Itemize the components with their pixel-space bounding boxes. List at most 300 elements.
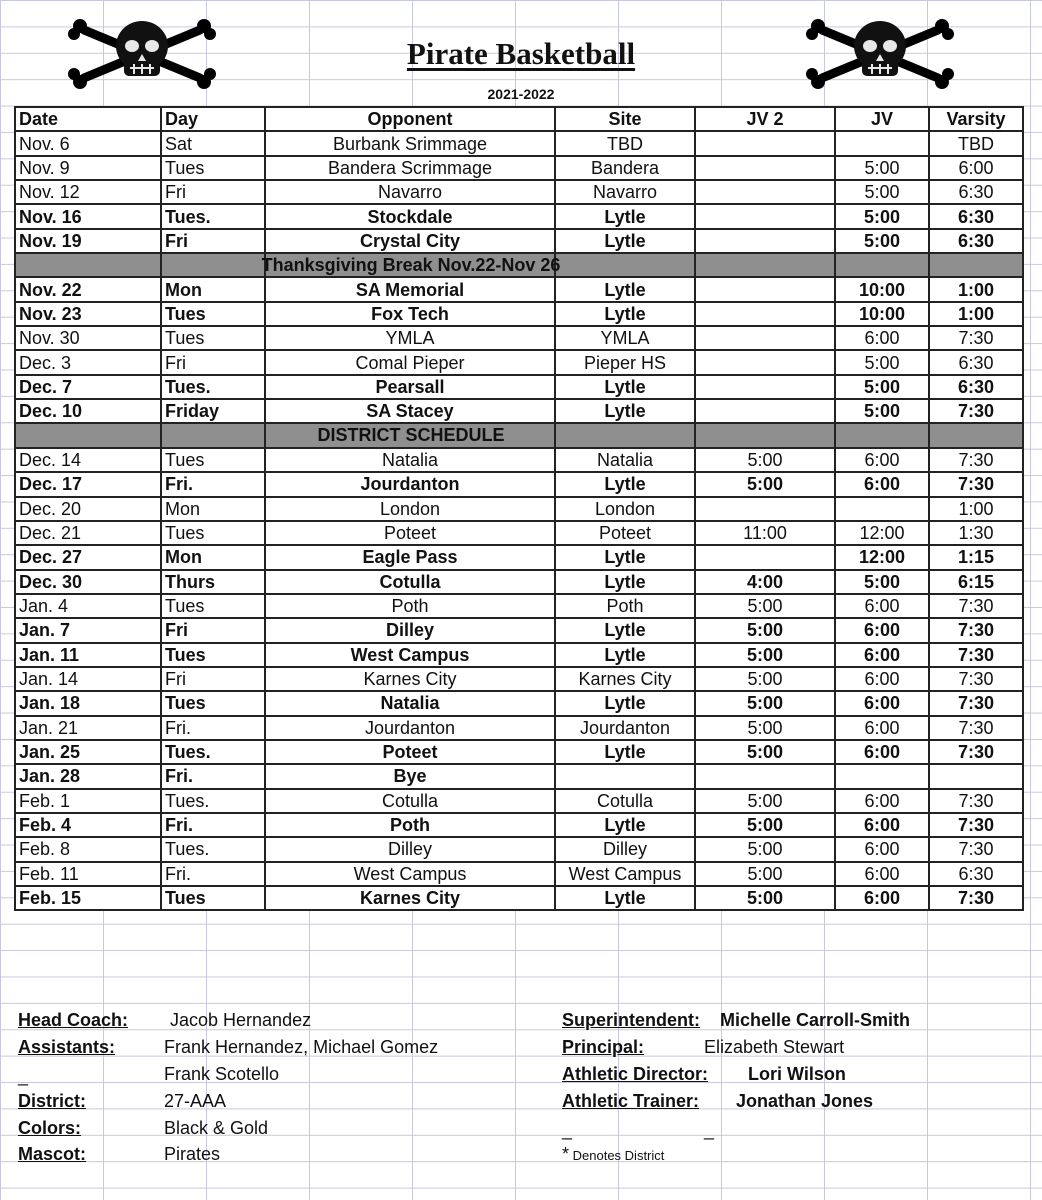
varsity-cell: 1:30 [929, 521, 1023, 545]
opponent-cell: West Campus [265, 643, 555, 667]
divider-cell [555, 423, 695, 447]
column-header-jv: JV [835, 107, 929, 131]
jv-cell: 6:00 [835, 472, 929, 496]
assistants-label: Assistants: [18, 1037, 116, 1057]
site-cell: Pieper HS [555, 350, 695, 374]
jv2-cell: 5:00 [695, 862, 835, 886]
jv-cell: 6:00 [835, 618, 929, 642]
table-row [15, 886, 1023, 910]
divider-cell [261, 253, 561, 277]
jv-cell: 6:00 [835, 886, 929, 910]
varsity-cell: 7:30 [929, 448, 1023, 472]
jv-cell: 6:00 [835, 643, 929, 667]
site-cell: West Campus [555, 862, 695, 886]
date-cell: Jan. 25 [15, 740, 161, 764]
jv-cell: 6:00 [835, 789, 929, 813]
opponent-cell: Bandera Scrimmage [265, 156, 555, 180]
day-cell: Fri [161, 180, 265, 204]
day-cell: Tues [161, 886, 265, 910]
assistants-value: Frank Hernandez, Michael Gomez [164, 1037, 439, 1057]
site-cell: YMLA [555, 326, 695, 350]
day-cell: Tues. [161, 375, 265, 399]
date-cell: Nov. 16 [15, 204, 161, 228]
varsity-cell: 7:30 [929, 326, 1023, 350]
site-cell: Lytle [555, 740, 695, 764]
date-cell: Feb. 15 [15, 886, 161, 910]
opponent-cell: Pearsall [265, 375, 555, 399]
varsity-cell: 6:30 [929, 229, 1023, 253]
varsity-cell: 7:30 [929, 594, 1023, 618]
table-row [15, 691, 1023, 715]
skull-crossbones-icon [800, 16, 960, 92]
jv2-cell [695, 204, 835, 228]
date-cell: Nov. 12 [15, 180, 161, 204]
jv2-cell [695, 156, 835, 180]
day-cell: Sat [161, 131, 265, 155]
table-row [15, 156, 1023, 180]
varsity-cell: 1:00 [929, 277, 1023, 301]
jv2-cell: 5:00 [695, 691, 835, 715]
table-row [15, 789, 1023, 813]
day-cell: Fri [161, 618, 265, 642]
colors-value: Black & Gold [164, 1118, 269, 1138]
jv-cell: 5:00 [835, 570, 929, 594]
table-row [15, 180, 1023, 204]
day-cell: Fri. [161, 862, 265, 886]
jv2-cell: 5:00 [695, 643, 835, 667]
date-cell: Nov. 9 [15, 156, 161, 180]
day-cell: Tues [161, 594, 265, 618]
date-cell: Dec. 14 [15, 448, 161, 472]
page-title: Pirate Basketball [406, 36, 636, 71]
varsity-cell: 6:30 [929, 350, 1023, 374]
jv-cell: 10:00 [835, 277, 929, 301]
jv-cell: 6:00 [835, 594, 929, 618]
jv2-cell: 5:00 [695, 448, 835, 472]
date-cell: Feb. 1 [15, 789, 161, 813]
site-cell: Dilley [555, 837, 695, 861]
head-coach-label: Head Coach: [18, 1010, 129, 1030]
column-header-opponent: Opponent [265, 107, 555, 131]
site-cell: Lytle [555, 472, 695, 496]
divider-cell [695, 253, 835, 277]
opponent-cell: YMLA [265, 326, 555, 350]
jv-cell: 5:00 [835, 399, 929, 423]
site-cell: Jourdanton [555, 716, 695, 740]
jv-cell: 6:00 [835, 448, 929, 472]
opponent-cell: Poteet [265, 740, 555, 764]
assistants-value-2: Frank Scotello [164, 1064, 280, 1084]
jv-cell: 12:00 [835, 545, 929, 569]
date-cell: Jan. 11 [15, 643, 161, 667]
opponent-cell: Jourdanton [265, 472, 555, 496]
date-cell: Feb. 11 [15, 862, 161, 886]
jv-cell: 6:00 [835, 667, 929, 691]
day-cell: Tues [161, 521, 265, 545]
day-cell: Tues. [161, 204, 265, 228]
date-cell: Jan. 7 [15, 618, 161, 642]
table-row [15, 545, 1023, 569]
staff-row [18, 1037, 1028, 1063]
site-cell: Bandera [555, 156, 695, 180]
site-cell: London [555, 497, 695, 521]
jv2-cell: 5:00 [695, 472, 835, 496]
varsity-cell: 7:30 [929, 740, 1023, 764]
opponent-cell: Stockdale [265, 204, 555, 228]
jv-cell: 5:00 [835, 156, 929, 180]
footnote-star: * [562, 1144, 570, 1164]
staff-row [18, 1118, 1028, 1144]
day-cell: Tues [161, 326, 265, 350]
jv2-cell: 5:00 [695, 813, 835, 837]
date-cell: Dec. 30 [15, 570, 161, 594]
site-cell: Lytle [555, 813, 695, 837]
day-cell: Mon [161, 497, 265, 521]
jv2-cell [695, 545, 835, 569]
jv-cell: 6:00 [835, 813, 929, 837]
jv2-cell [695, 399, 835, 423]
day-cell: Fri [161, 667, 265, 691]
jv2-cell [695, 497, 835, 521]
column-header-varsity: Varsity [929, 107, 1023, 131]
table-row [15, 521, 1023, 545]
date-cell: Nov. 30 [15, 326, 161, 350]
divider-cell [161, 423, 265, 447]
section-divider-row [15, 253, 1023, 277]
opponent-cell: Dilley [265, 618, 555, 642]
date-cell: Nov. 19 [15, 229, 161, 253]
athletic-director-label: Athletic Director: [562, 1064, 709, 1084]
jv2-cell [695, 229, 835, 253]
varsity-cell: 6:30 [929, 375, 1023, 399]
site-cell [555, 764, 695, 788]
table-row [15, 204, 1023, 228]
date-cell: Jan. 28 [15, 764, 161, 788]
date-cell: Dec. 10 [15, 399, 161, 423]
varsity-cell: 7:30 [929, 399, 1023, 423]
varsity-cell: TBD [929, 131, 1023, 155]
table-row [15, 497, 1023, 521]
jv-cell: 5:00 [835, 350, 929, 374]
jv2-cell: 5:00 [695, 789, 835, 813]
jv2-cell [695, 375, 835, 399]
opponent-cell: Eagle Pass [265, 545, 555, 569]
day-cell: Fri [161, 229, 265, 253]
staff-row [18, 1091, 1028, 1117]
day-cell: Fri. [161, 764, 265, 788]
table-row [15, 229, 1023, 253]
jv-cell: 12:00 [835, 521, 929, 545]
day-cell: Fri. [161, 716, 265, 740]
day-cell: Mon [161, 277, 265, 301]
jv2-cell: 5:00 [695, 618, 835, 642]
divider-cell [929, 253, 1023, 277]
table-row [15, 277, 1023, 301]
date-cell: Dec. 21 [15, 521, 161, 545]
day-cell: Tues [161, 643, 265, 667]
table-header-row [15, 107, 1023, 131]
jv-cell: 6:00 [835, 326, 929, 350]
divider-cell [15, 253, 161, 277]
site-cell: Lytle [555, 618, 695, 642]
divider-cell [835, 423, 929, 447]
day-cell: Tues. [161, 837, 265, 861]
blank-mark: _ [18, 1066, 29, 1086]
date-cell: Jan. 18 [15, 691, 161, 715]
blank-mark: _ [704, 1120, 715, 1140]
jv-cell: 10:00 [835, 302, 929, 326]
district-label: District: [18, 1091, 87, 1111]
site-cell: Navarro [555, 180, 695, 204]
site-cell: Lytle [555, 545, 695, 569]
jv2-cell [695, 277, 835, 301]
table-row [15, 399, 1023, 423]
site-cell: Lytle [555, 375, 695, 399]
divider-cell [265, 423, 555, 447]
day-cell: Tues [161, 302, 265, 326]
divider-cell [929, 423, 1023, 447]
day-cell: Friday [161, 399, 265, 423]
jv2-cell: 5:00 [695, 740, 835, 764]
superintendent-label: Superintendent: [562, 1010, 700, 1030]
table-row [15, 667, 1023, 691]
opponent-cell: Cotulla [265, 789, 555, 813]
date-cell: Jan. 14 [15, 667, 161, 691]
staff-row [18, 1064, 1028, 1090]
opponent-cell: Jourdanton [265, 716, 555, 740]
date-cell: Nov. 23 [15, 302, 161, 326]
staff-row [18, 1010, 1028, 1036]
footnote-text: Denotes District [572, 1148, 665, 1163]
table-row [15, 570, 1023, 594]
jv-cell: 5:00 [835, 204, 929, 228]
date-cell: Dec. 7 [15, 375, 161, 399]
site-cell: Lytle [555, 570, 695, 594]
day-cell: Fri [161, 350, 265, 374]
superintendent-value: Michelle Carroll-Smith [720, 1010, 911, 1030]
divider-cell [555, 253, 695, 277]
table-row [15, 375, 1023, 399]
site-cell: Lytle [555, 643, 695, 667]
date-cell: Dec. 27 [15, 545, 161, 569]
date-cell: Jan. 4 [15, 594, 161, 618]
table-row [15, 326, 1023, 350]
jv-cell [835, 497, 929, 521]
varsity-cell: 6:15 [929, 570, 1023, 594]
schedule-table [14, 106, 1024, 911]
day-cell: Thurs [161, 570, 265, 594]
principal-value: Elizabeth Stewart [704, 1037, 845, 1057]
opponent-cell: Dilley [265, 837, 555, 861]
opponent-cell: Navarro [265, 180, 555, 204]
table-row [15, 448, 1023, 472]
opponent-cell: Fox Tech [265, 302, 555, 326]
date-cell: Feb. 8 [15, 837, 161, 861]
opponent-cell: Natalia [265, 691, 555, 715]
date-cell: Jan. 21 [15, 716, 161, 740]
varsity-cell: 7:30 [929, 691, 1023, 715]
schedule-body [15, 131, 1023, 910]
varsity-cell: 1:00 [929, 302, 1023, 326]
day-cell: Tues [161, 156, 265, 180]
divider-cell [835, 253, 929, 277]
table-row [15, 813, 1023, 837]
site-cell: Lytle [555, 229, 695, 253]
varsity-cell: 7:30 [929, 886, 1023, 910]
table-row [15, 740, 1023, 764]
varsity-cell: 1:00 [929, 497, 1023, 521]
varsity-cell: 6:30 [929, 862, 1023, 886]
day-cell: Fri. [161, 472, 265, 496]
varsity-cell: 6:00 [929, 156, 1023, 180]
table-row [15, 594, 1023, 618]
varsity-cell: 7:30 [929, 716, 1023, 740]
site-cell: Cotulla [555, 789, 695, 813]
opponent-cell: Burbank Srimmage [265, 131, 555, 155]
jv2-cell [695, 350, 835, 374]
site-cell: Natalia [555, 448, 695, 472]
jv-cell: 5:00 [835, 229, 929, 253]
divider-cell [15, 423, 161, 447]
jv2-cell: 5:00 [695, 667, 835, 691]
date-cell: Dec. 20 [15, 497, 161, 521]
divider-cell [161, 253, 265, 277]
site-cell: Lytle [555, 277, 695, 301]
jv2-cell: 5:00 [695, 594, 835, 618]
site-cell: Lytle [555, 886, 695, 910]
jv-cell: 6:00 [835, 716, 929, 740]
staff-row [18, 1144, 1028, 1170]
site-cell: Lytle [555, 204, 695, 228]
date-cell: Dec. 3 [15, 350, 161, 374]
opponent-cell: Crystal City [265, 229, 555, 253]
jv2-cell [695, 326, 835, 350]
page-header [0, 0, 1042, 106]
table-row [15, 472, 1023, 496]
opponent-cell: Karnes City [265, 667, 555, 691]
opponent-cell: Natalia [265, 448, 555, 472]
jv2-cell [695, 302, 835, 326]
district-footnote [562, 1144, 664, 1165]
varsity-cell: 1:15 [929, 545, 1023, 569]
divider-cell [695, 423, 835, 447]
opponent-cell: SA Stacey [265, 399, 555, 423]
jv-cell [835, 131, 929, 155]
blank-mark: _ [562, 1120, 573, 1140]
jv2-cell [695, 764, 835, 788]
jv-cell: 5:00 [835, 375, 929, 399]
athletic-trainer-label: Athletic Trainer: [562, 1091, 700, 1111]
jv2-cell: 5:00 [695, 716, 835, 740]
mascot-value: Pirates [164, 1144, 221, 1164]
opponent-cell: Karnes City [265, 886, 555, 910]
opponent-cell: London [265, 497, 555, 521]
varsity-cell: 7:30 [929, 813, 1023, 837]
jv-cell: 6:00 [835, 837, 929, 861]
varsity-cell: 7:30 [929, 472, 1023, 496]
site-cell: TBD [555, 131, 695, 155]
column-header-jv2: JV 2 [695, 107, 835, 131]
jv2-cell [695, 180, 835, 204]
site-cell: Lytle [555, 691, 695, 715]
jv-cell: 6:00 [835, 862, 929, 886]
varsity-cell: 7:30 [929, 618, 1023, 642]
principal-label: Principal: [562, 1037, 645, 1057]
table-row [15, 764, 1023, 788]
opponent-cell: SA Memorial [265, 277, 555, 301]
date-cell: Nov. 22 [15, 277, 161, 301]
table-row [15, 862, 1023, 886]
site-cell: Lytle [555, 399, 695, 423]
date-cell: Dec. 17 [15, 472, 161, 496]
jv-cell [835, 764, 929, 788]
varsity-cell: 7:30 [929, 837, 1023, 861]
column-header-date: Date [15, 107, 161, 131]
varsity-cell: 6:30 [929, 180, 1023, 204]
table-row [15, 716, 1023, 740]
jv2-cell [695, 131, 835, 155]
opponent-cell: Comal Pieper [265, 350, 555, 374]
mascot-label: Mascot: [18, 1144, 87, 1164]
site-cell: Poteet [555, 521, 695, 545]
site-cell: Lytle [555, 302, 695, 326]
table-row [15, 618, 1023, 642]
season-label: 2021-2022 [487, 86, 555, 102]
opponent-cell: Poth [265, 813, 555, 837]
day-cell: Tues [161, 448, 265, 472]
varsity-cell [929, 764, 1023, 788]
varsity-cell: 6:30 [929, 204, 1023, 228]
jv-cell: 6:00 [835, 740, 929, 764]
site-cell: Karnes City [555, 667, 695, 691]
day-cell: Tues [161, 691, 265, 715]
table-row [15, 837, 1023, 861]
jv2-cell: 5:00 [695, 886, 835, 910]
varsity-cell: 7:30 [929, 667, 1023, 691]
opponent-cell: Cotulla [265, 570, 555, 594]
table-row [15, 302, 1023, 326]
day-cell: Tues. [161, 789, 265, 813]
varsity-cell: 7:30 [929, 643, 1023, 667]
section-divider-label: Thanksgiving Break Nov.22-Nov 26 [261, 255, 561, 276]
jv2-cell: 4:00 [695, 570, 835, 594]
date-cell: Nov. 6 [15, 131, 161, 155]
jv2-cell: 5:00 [695, 837, 835, 861]
staff-info [18, 1010, 1028, 1180]
athletic-director-value: Lori Wilson [748, 1064, 846, 1084]
date-cell: Feb. 4 [15, 813, 161, 837]
section-divider-label: DISTRICT SCHEDULE [317, 425, 505, 446]
day-cell: Tues. [161, 740, 265, 764]
column-header-site: Site [555, 107, 695, 131]
column-header-day: Day [161, 107, 265, 131]
jv2-cell: 11:00 [695, 521, 835, 545]
colors-label: Colors: [18, 1118, 81, 1138]
table-row [15, 131, 1023, 155]
head-coach-value: Jacob Hernandez [170, 1010, 312, 1030]
site-cell: Poth [555, 594, 695, 618]
athletic-trainer-value: Jonathan Jones [736, 1091, 874, 1111]
jv-cell: 6:00 [835, 691, 929, 715]
varsity-cell: 7:30 [929, 789, 1023, 813]
opponent-cell: Bye [265, 764, 555, 788]
day-cell: Fri. [161, 813, 265, 837]
opponent-cell: West Campus [265, 862, 555, 886]
opponent-cell: Poteet [265, 521, 555, 545]
table-row [15, 350, 1023, 374]
opponent-cell: Poth [265, 594, 555, 618]
district-value: 27-AAA [164, 1091, 227, 1111]
